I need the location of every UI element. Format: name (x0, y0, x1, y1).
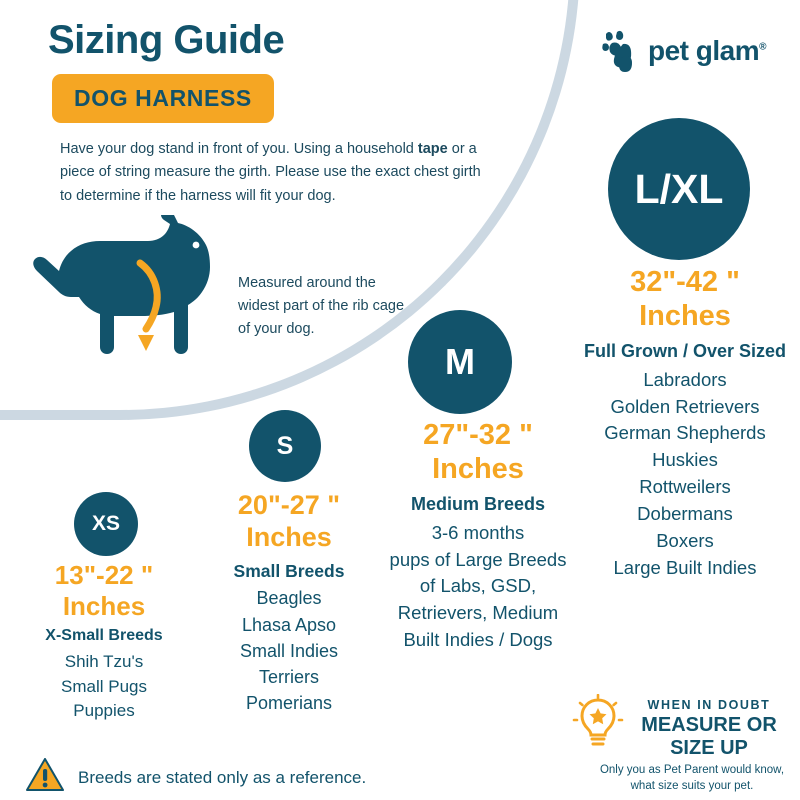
size-range-value-lxl: 32"-42 " (630, 266, 740, 298)
logo-registered-mark: ® (759, 41, 767, 53)
pet-glam-logo-icon (600, 30, 640, 72)
product-type-badge: DOG HARNESS (52, 74, 274, 123)
size-column-s (196, 490, 382, 716)
breed-item: Built Indies / Dogs (403, 629, 553, 651)
size-column-lxl (578, 265, 792, 581)
breed-item: of Labs, GSD, (419, 575, 537, 597)
size-range-m (378, 418, 578, 486)
size-circle-xs: XS (74, 492, 138, 556)
size-range-value-m: 27"-32 " (423, 419, 533, 451)
breed-item: German Shepherds (604, 422, 766, 444)
intro-text (60, 138, 490, 208)
size-range-unit-lxl: Inches (639, 300, 731, 333)
size-breeds-lxl (578, 367, 792, 582)
reference-note: Breeds are stated only as a reference. (78, 768, 367, 787)
size-category-lxl: Full Grown / Over Sized (583, 341, 787, 362)
page-title: Sizing Guide (48, 18, 285, 62)
warning-icon (26, 758, 64, 792)
doubt-main-text: MEASURE OR SIZE UP (641, 714, 777, 760)
size-breeds-xs (14, 650, 194, 724)
breed-item: Dobermans (637, 502, 733, 524)
intro-text-part2: or a piece of string measure the girth. Please use the exact chest girth to determine if the harness will fit your dog. (60, 141, 481, 204)
breed-item: Retrievers, Medium (397, 602, 559, 624)
breed-item: Huskies (652, 449, 718, 471)
breed-item: Large Built Indies (613, 556, 757, 578)
brand-logo (600, 30, 766, 72)
size-range-lxl (578, 265, 792, 333)
size-range-value-xs: 13"-22 " (54, 560, 154, 590)
measure-note: Measured around the widest part of the rib cage of your dog. (238, 275, 405, 338)
size-breeds-s (196, 585, 382, 715)
logo-text (648, 35, 766, 67)
size-category-s: Small Breeds (233, 560, 345, 581)
intro-text-part1: Have your dog stand in front of you. Using a household (60, 141, 418, 157)
size-circle-lxl: L/XL (608, 118, 750, 260)
breed-item: Golden Retrievers (610, 395, 760, 417)
breed-item: 3-6 months (431, 521, 525, 543)
breed-item: Labradors (643, 368, 727, 390)
breed-item: Lhasa Apso (241, 614, 337, 635)
size-category-xs: X-Small Breeds (45, 627, 163, 645)
breed-item: Small Indies (239, 640, 339, 661)
intro-text-bold: tape (417, 141, 448, 157)
size-range-xs (14, 560, 194, 621)
breed-item: Small Pugs (61, 676, 147, 696)
size-range-s (196, 490, 382, 554)
breed-item: pups of Large Breeds (389, 548, 567, 570)
size-breeds-m (378, 520, 578, 654)
size-circle-s: S (249, 410, 321, 482)
breed-item: Shih Tzu's (64, 652, 144, 672)
size-circle-m: M (408, 310, 512, 414)
size-range-unit-s: Inches (246, 521, 332, 552)
size-range-value-s: 20"-27 " (237, 490, 341, 520)
lightbulb-icon (572, 694, 624, 750)
doubt-sub-text: Only you as Pet Parent would know, what size suits your pet. (599, 764, 785, 793)
size-range-unit-xs: Inches (62, 590, 146, 621)
breed-item: Boxers (656, 529, 714, 551)
breed-item: Pomerians (245, 692, 333, 713)
breed-item: Beagles (256, 588, 322, 609)
size-column-m (378, 418, 578, 654)
doubt-heading: WHEN IN DOUBT (647, 698, 771, 712)
breed-item: Puppies (73, 701, 135, 721)
logo-wordmark: pet glam (648, 35, 760, 66)
size-column-xs (14, 560, 194, 724)
breed-item: Terriers (258, 666, 319, 687)
dog-silhouette-icon (28, 215, 238, 395)
size-category-m: Medium Breeds (410, 494, 546, 515)
size-range-unit-m: Inches (432, 453, 524, 486)
breed-item: Rottweilers (639, 476, 731, 498)
